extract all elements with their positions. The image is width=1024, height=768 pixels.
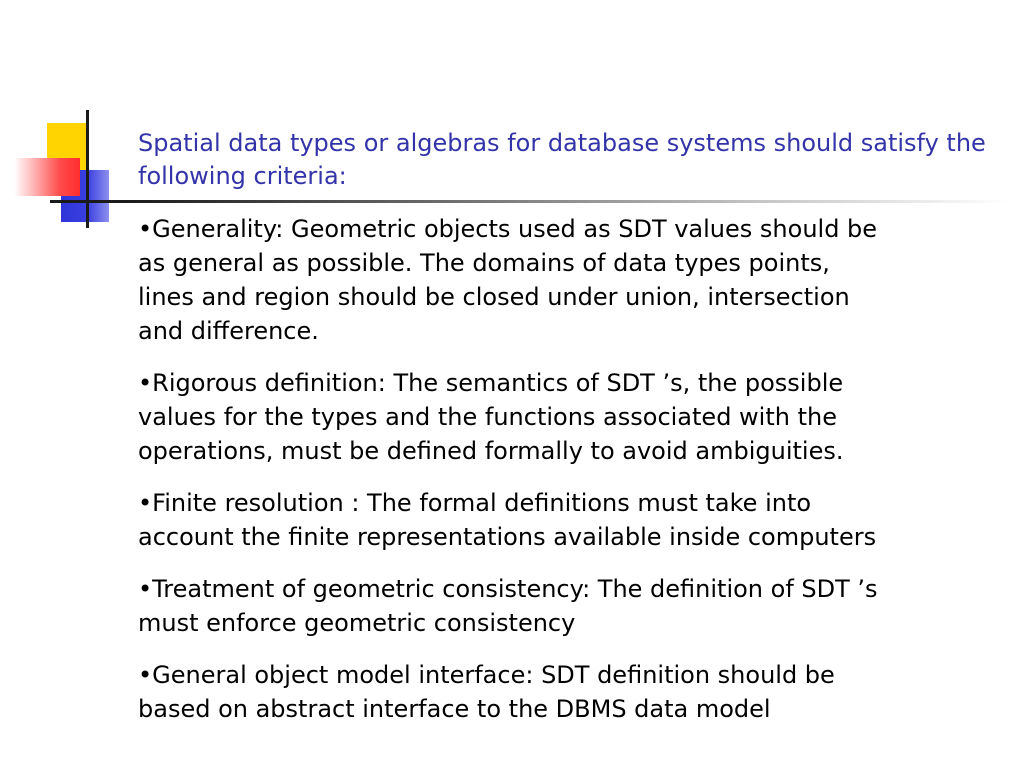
bullet-rigorous-definition: •Rigorous definition: The semantics of SDT ’s, the possible values for the types and the functions associated with the operations, must be defined formally to avoid ambiguities.: [138, 369, 844, 465]
bullet-object-model-interface: •General object model interface: SDT definition should be based on abstract interface to the DBMS data model: [138, 661, 835, 723]
slide-title: Spatial data types or algebras for database systems should satisfy the following criteria:: [138, 129, 986, 190]
red-gradient-bar: [14, 158, 80, 196]
corner-ornament: [0, 0, 140, 240]
bullet-list: [138, 212, 878, 744]
bullet-geometric-consistency: •Treatment of geometric consistency: The definition of SDT ’s must enforce geometric consistency: [138, 575, 878, 637]
title-underline-rule: [50, 200, 1010, 203]
bullet-finite-resolution: •Finite resolution : The formal definitions must take into account the finite representations available inside computers: [138, 489, 877, 551]
vertical-rule: [86, 110, 89, 228]
bullet-generality: •Generality: Geometric objects used as SDT values should be as general as possible. The domains of data types points, lines and region should be closed under union, intersection and difference.: [138, 215, 878, 345]
